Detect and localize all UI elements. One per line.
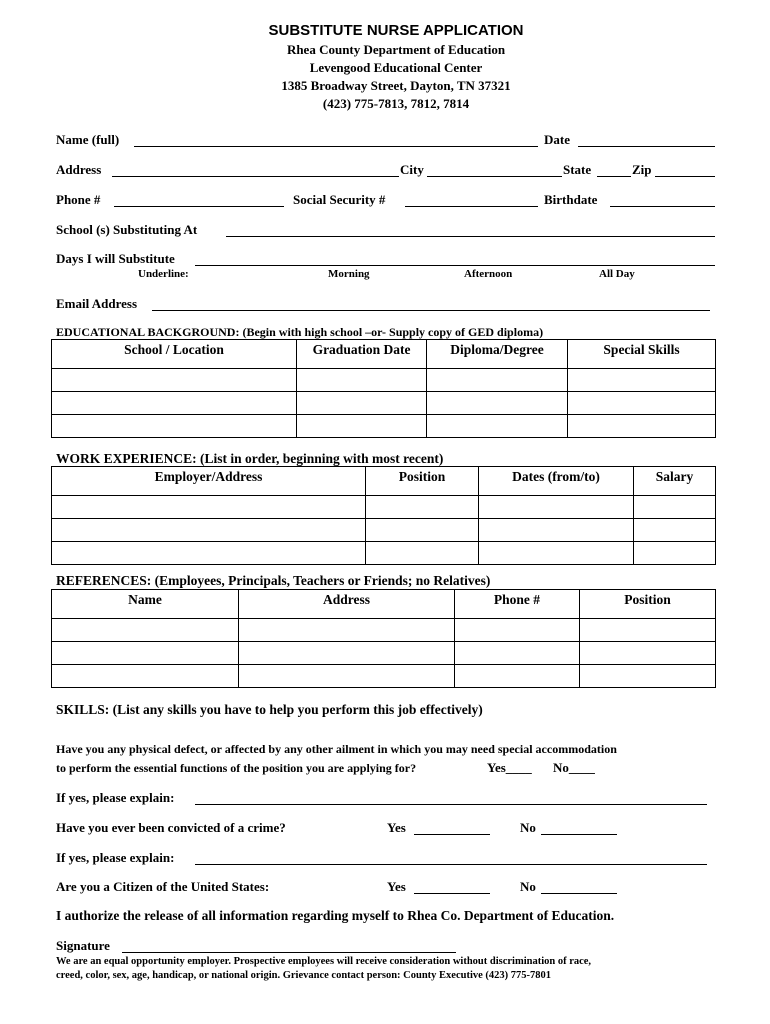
crime-yes-label: Yes	[387, 820, 406, 835]
table-row	[52, 642, 716, 665]
zip-field[interactable]	[655, 176, 715, 177]
citizen-yes-label: Yes	[387, 879, 406, 894]
citizen-yes-field[interactable]	[414, 893, 490, 894]
crime-yes-field[interactable]	[414, 834, 490, 835]
table-cell[interactable]	[568, 415, 716, 438]
explain-field-1[interactable]	[195, 804, 707, 805]
name-field[interactable]	[134, 146, 538, 147]
table-cell[interactable]	[52, 642, 239, 665]
crime-no-label: No	[520, 820, 536, 835]
ssn-field[interactable]	[405, 206, 538, 207]
underline-label: Underline:	[138, 268, 189, 280]
table-cell[interactable]	[568, 369, 716, 392]
citizen-no-field[interactable]	[541, 893, 617, 894]
phone-field[interactable]	[114, 206, 284, 207]
org-name: Rhea County Department of Education	[286, 42, 506, 57]
table-cell[interactable]	[479, 496, 634, 519]
ref-col-phone: Phone #	[455, 590, 580, 619]
work-col-employer: Employer/Address	[52, 467, 366, 496]
days-label: Days I will Substitute	[56, 251, 175, 266]
explain-field-2[interactable]	[195, 864, 707, 865]
table-cell[interactable]	[479, 542, 634, 565]
physical-question-line1: Have you any physical defect, or affected by any other ailment in which you may need special accommodation	[56, 742, 617, 756]
table-cell[interactable]	[52, 392, 297, 415]
citizen-no-label: No	[520, 879, 536, 894]
crime-question: Have you ever been convicted of a crime?	[56, 820, 286, 835]
table-cell[interactable]	[427, 415, 568, 438]
afternoon-option[interactable]: Afternoon	[464, 268, 513, 280]
edu-col-skills: Special Skills	[568, 340, 716, 369]
table-row	[52, 519, 716, 542]
morning-option[interactable]: Morning	[328, 268, 370, 280]
table-cell[interactable]	[455, 619, 580, 642]
table-row	[52, 665, 716, 688]
table-cell[interactable]	[580, 619, 716, 642]
email-field[interactable]	[152, 310, 710, 311]
signature-field[interactable]	[122, 952, 456, 953]
address-label: Address	[56, 162, 102, 177]
work-col-position: Position	[366, 467, 479, 496]
table-cell[interactable]	[239, 642, 455, 665]
explain-label-1: If yes, please explain:	[56, 790, 175, 805]
education-table	[51, 339, 716, 438]
physical-no[interactable]: No____	[553, 760, 595, 775]
days-field[interactable]	[195, 265, 715, 266]
date-field[interactable]	[578, 146, 715, 147]
city-field[interactable]	[427, 176, 562, 177]
table-cell[interactable]	[239, 619, 455, 642]
address-field[interactable]	[112, 176, 399, 177]
references-table	[51, 589, 716, 688]
email-label: Email Address	[56, 296, 138, 311]
work-col-salary: Salary	[634, 467, 716, 496]
birthdate-field[interactable]	[610, 206, 715, 207]
table-cell[interactable]	[52, 415, 297, 438]
school-label: School (s) Substituting At	[56, 222, 198, 237]
edu-col-graddate: Graduation Date	[297, 340, 427, 369]
table-cell[interactable]	[297, 369, 427, 392]
references-heading: REFERENCES: (Employees, Principals, Teachers or Friends; no Relatives)	[56, 573, 491, 588]
table-cell[interactable]	[580, 642, 716, 665]
table-cell[interactable]	[366, 542, 479, 565]
citizen-question: Are you a Citizen of the United States:	[56, 879, 270, 894]
ssn-label: Social Security #	[293, 192, 386, 207]
ref-col-address: Address	[239, 590, 455, 619]
work-table	[51, 466, 716, 565]
table-cell[interactable]	[239, 665, 455, 688]
table-cell[interactable]	[568, 392, 716, 415]
table-cell[interactable]	[634, 542, 716, 565]
phone-label: Phone #	[56, 192, 101, 207]
table-cell[interactable]	[427, 369, 568, 392]
school-field[interactable]	[226, 236, 715, 237]
table-cell[interactable]	[52, 619, 239, 642]
table-cell[interactable]	[479, 519, 634, 542]
date-label: Date	[544, 132, 570, 147]
physical-question-line2: to perform the essential functions of the position you are applying for?	[56, 761, 417, 775]
table-cell[interactable]	[455, 665, 580, 688]
table-cell[interactable]	[52, 369, 297, 392]
table-cell[interactable]	[52, 519, 366, 542]
table-cell[interactable]	[297, 392, 427, 415]
zip-label: Zip	[632, 162, 652, 177]
edu-col-school: School / Location	[52, 340, 297, 369]
table-cell[interactable]	[297, 415, 427, 438]
table-row	[52, 496, 716, 519]
allday-option[interactable]: All Day	[599, 268, 635, 280]
form-title: SUBSTITUTE NURSE APPLICATION	[268, 22, 524, 39]
center-name: Levengood Educational Center	[309, 60, 483, 75]
eeo-statement-line2: creed, color, sex, age, handicap, or national origin. Grievance contact person: County Executive (423) 775-7801	[56, 970, 552, 981]
table-cell[interactable]	[580, 665, 716, 688]
table-cell[interactable]	[52, 496, 366, 519]
edu-col-degree: Diploma/Degree	[427, 340, 568, 369]
skills-heading: SKILLS: (List any skills you have to help you perform this job effectively)	[56, 702, 483, 717]
table-cell[interactable]	[52, 665, 239, 688]
ref-col-name: Name	[52, 590, 239, 619]
table-cell[interactable]	[366, 519, 479, 542]
table-cell[interactable]	[366, 496, 479, 519]
education-heading: EDUCATIONAL BACKGROUND: (Begin with high school –or- Supply copy of GED diploma)	[56, 325, 544, 339]
crime-no-field[interactable]	[541, 834, 617, 835]
physical-yes[interactable]: Yes____	[487, 760, 532, 775]
street-address: 1385 Broadway Street, Dayton, TN 37321	[281, 78, 511, 93]
birthdate-label: Birthdate	[544, 192, 598, 207]
table-row	[52, 542, 716, 565]
eeo-statement-line1: We are an equal opportunity employer. Prospective employees will receive consideration without discrimination of race,	[56, 956, 592, 967]
ref-col-position: Position	[580, 590, 716, 619]
table-cell[interactable]	[52, 542, 366, 565]
explain-label-2: If yes, please explain:	[56, 850, 175, 865]
name-label: Name (full)	[56, 132, 120, 147]
table-cell[interactable]	[427, 392, 568, 415]
table-cell[interactable]	[634, 496, 716, 519]
phone-numbers: (423) 775-7813, 7812, 7814	[322, 96, 470, 111]
work-col-dates: Dates (from/to)	[479, 467, 634, 496]
state-field[interactable]	[597, 176, 631, 177]
table-cell[interactable]	[634, 519, 716, 542]
table-cell[interactable]	[455, 642, 580, 665]
state-label: State	[563, 162, 592, 177]
city-label: City	[400, 162, 424, 177]
work-heading: WORK EXPERIENCE: (List in order, beginning with most recent)	[56, 451, 444, 466]
table-row	[52, 369, 716, 392]
authorization-statement: I authorize the release of all information regarding myself to Rhea Co. Department of Education.	[56, 908, 615, 923]
table-row	[52, 415, 716, 438]
table-row	[52, 392, 716, 415]
table-row	[52, 619, 716, 642]
signature-label: Signature	[56, 938, 110, 953]
